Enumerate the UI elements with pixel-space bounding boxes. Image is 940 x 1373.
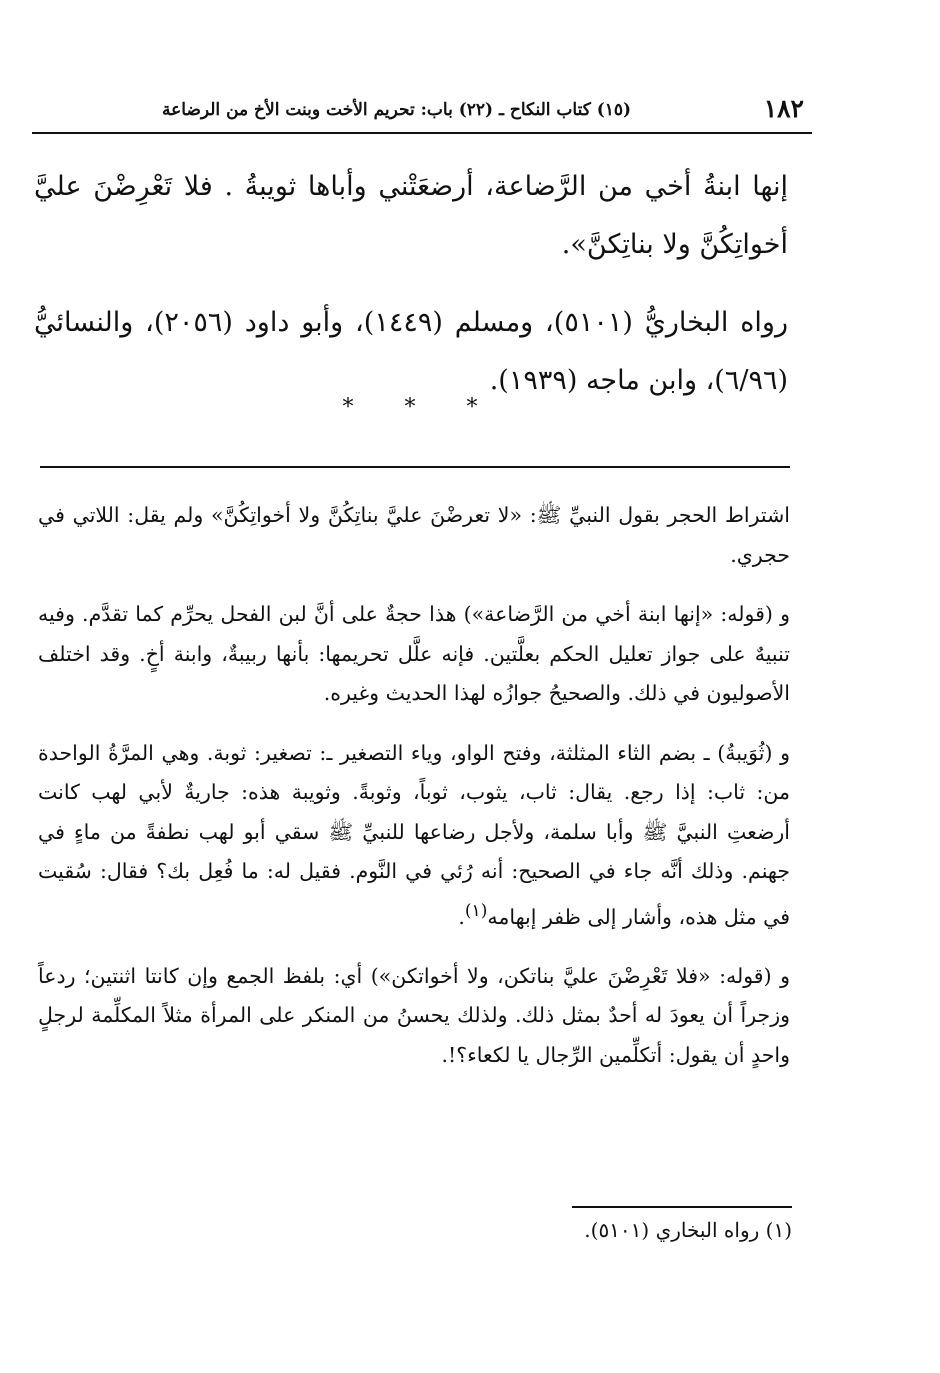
- page-header: [32, 92, 814, 132]
- commentary-paragraph: و (ثُوَيبةُ) ـ بضم الثاء المثلثة، وفتح الواو، وياء التصغير ـ: تصغير: ثوبة. وهي المرَّةُ الواحدة من: ثاب: إذا رجع. يقال: ثاب، يثوب، ثوباً، وثوبةً. وثويبة هذه: جاريةٌ لأبي لهب كانت أرضعتِ النبيَّ ﷺ وأبا سلمة، ولأجل رضاعها للنبيِّ ﷺ سقي أبو لهب نطفةً من ماءٍ في جهنم. وذلك أنَّه جاء في الصحيح: أنه رُئي في النَّوم. فقيل له: ما فُعِل بك؟ فقال: سُقيت في مثل هذه، وأشار إلى ظفر إبهامه$^{(١)}$.: [38, 740, 790, 929]
- hadith-paragraph: إنها ابنةُ أخي من الرَّضاعة، أرضعَتْني وأباها ثويبةُ . فلا تَعْرِضْنَ عليَّ أخواتِكُنَّ ولا بناتِكنَّ».: [34, 171, 788, 260]
- hadith-text: [34, 158, 788, 430]
- hadith-reference-paragraph: رواه البخاريُّ (٥١٠١)، ومسلم (١٤٤٩)، وأبو داود (٢٠٥٦)، والنسائيُّ (٦/٩٦)، وابن ماجه (١٩٣٩).: [34, 307, 788, 396]
- footnote-marker: (١): [464, 900, 488, 921]
- commentary-paragraph: اشتراط الحجر بقول النبيِّ ﷺ: «لا تعرضْنَ عليَّ بناتِكُنَّ ولا أخواتِكُنَّ» ولم يقل: اللاتي في حجري.: [38, 503, 790, 567]
- running-title: (١٥) كتاب النكاح ـ (٢٢) باب: تحريم الأخت وبنت الأخ من الرضاعة: [162, 100, 632, 120]
- section-separator: * * *: [342, 395, 478, 420]
- commentary-paragraph: و (قوله: «فلا تَعْرِضْنَ عليَّ بناتكن، ولا أخواتكن») أي: بلفظ الجمع وإن كانتا اثنتين؛ ردعاً وزجراً أن يعودَ له أحدٌ بمثل ذلك. ولذلك يحسنُ من المنكر على المرأة مثلاً المكلِّمة لرجلٍ واحدٍ أن يقول: أتكلِّمين الرِّجال يا لكعاء؟!.: [38, 963, 790, 1067]
- page-number: ١٨٢: [763, 94, 804, 123]
- commentary-text: [38, 496, 790, 1095]
- commentary-paragraph-text: و (ثُوَيبةُ) ـ بضم الثاء المثلثة، وفتح الواو، وياء التصغير ـ: تصغير: ثوبة. وهي المرَّةُ الواحدة من: ثاب: إذا رجع. يقال: ثاب، يثوب، ثوباً، وثوبةً. وثويبة هذه: جاريةٌ لأبي لهب كانت أرضعتِ النبيَّ ﷺ وأبا سلمة، ولأجل رضاعها للنبيِّ ﷺ سقي أبو لهب نطفةً من ماءٍ في جهنم. وذلك أنَّه جاء في الصحيح: أنه رُئي في النَّوم. فقيل له: ما فُعِل بك؟ فقال: سُقيت في مثل هذه، وأشار إلى ظفر إبهامه: [38, 740, 790, 929]
- commentary-paragraph: و (قوله: «إنها ابنة أخي من الرَّضاعة») هذا حجةٌ على أنَّ لبن الفحل يحرِّم كما تقدَّم. وفيه تنبيهٌ على جواز تعليل الحكم بعلَّتين. فإنه علَّل تحريمها: بأنها ربيبةٌ، وابنة أخٍ. وقد اختلف الأصوليون في ذلك. والصحيحُ جوازُه لهذا الحديث وغيره.: [38, 602, 790, 705]
- commentary-rule: [40, 466, 790, 468]
- footnote: (١) رواه البخاري (٥١٠١).: [584, 1218, 792, 1242]
- footnote-rule: [572, 1206, 792, 1208]
- header-rule: [32, 132, 812, 134]
